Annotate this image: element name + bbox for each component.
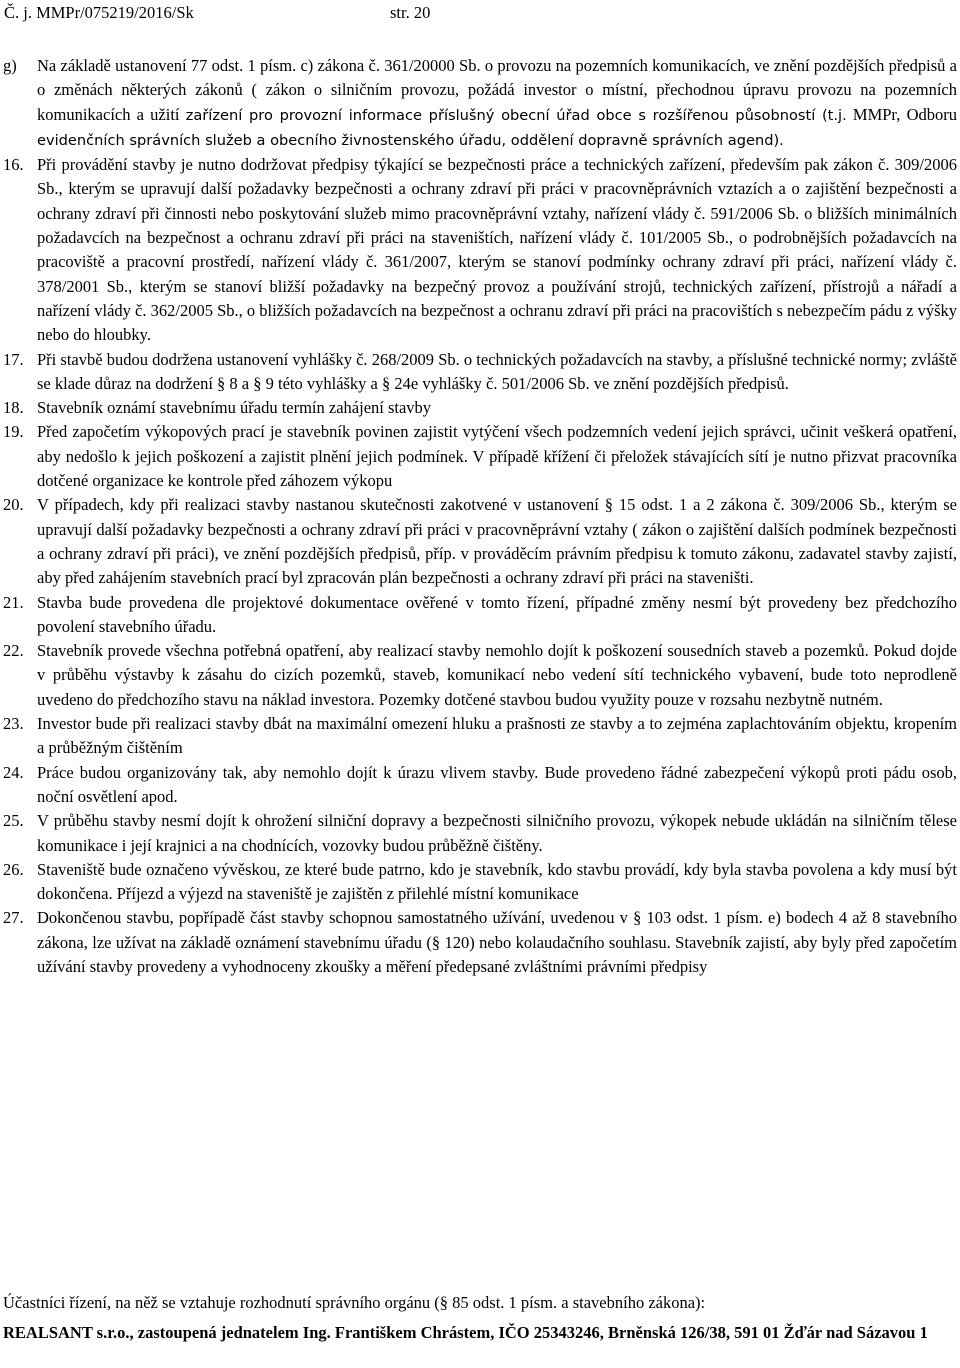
participant-company: REALSANT s.r.o., zastoupená jednatelem Ing. Františkem Chrástem, IČO 25343246, Brněnská 126/38, 591 01 Žďár nad Sázavou 1 bbox=[3, 1323, 928, 1342]
condition-number: 23. bbox=[3, 714, 24, 734]
condition-text-segment: zařízení pro provozní informace příslušný obecní úřad obce s rozšířenou působností (t.j. bbox=[185, 106, 847, 124]
condition-item bbox=[3, 420, 957, 493]
condition-text-segment: Stavba bude provedena dle projektové dokumentace ověřené v tomto řízení, případné změny nesmí být provedeny bez předchozího povolení stavebního úřadu. bbox=[37, 592, 957, 636]
condition-number: 17. bbox=[3, 349, 24, 369]
condition-text-segment: Stavebník provede všechna potřebná opatření, aby realizací stavby nemohlo dojít k poškození sousedních staveb a pozemků. Pokud dojde v průběhu výstavby k zásahu do cizích pozemků, staveb, komunikací nebo vedení sítí technického vybavení, bude toto neprodleně uvedeno do předchozího stavu na náklad investora. Pozemky dotčené stavbou budou využity pouze v rozsahu nezbytně nutném. bbox=[37, 641, 957, 709]
condition-text-segment: evidenčních správních služeb a obecního živnostenského úřadu, oddělení dopravně správních agend). bbox=[37, 131, 784, 149]
condition-text bbox=[37, 591, 957, 640]
condition-text bbox=[37, 809, 957, 858]
condition-text-segment: Stavebník oznámí stavebnímu úřadu termín zahájení stavby bbox=[37, 398, 432, 418]
page-header bbox=[4, 3, 431, 23]
condition-text bbox=[37, 906, 957, 979]
condition-item bbox=[3, 761, 957, 810]
participants-heading: Účastníci řízení, na něž se vztahuje rozhodnutí správního orgánu (§ 85 odst. 1 písm. a stavebního zákona): bbox=[3, 1293, 706, 1312]
condition-number: 27. bbox=[3, 908, 24, 928]
condition-number: 19. bbox=[3, 422, 24, 442]
condition-text bbox=[37, 493, 957, 590]
conditions-list bbox=[3, 54, 957, 979]
condition-number: 21. bbox=[3, 592, 24, 612]
condition-number: 22. bbox=[3, 641, 24, 661]
condition-text bbox=[37, 858, 957, 907]
condition-number: 18. bbox=[3, 398, 24, 418]
document-reference: Č. j. MMPr/075219/2016/Sk bbox=[4, 3, 194, 22]
condition-text bbox=[37, 348, 957, 397]
condition-text bbox=[37, 761, 957, 810]
condition-text-segment: Staveniště bude označeno vývěskou, ze které bude patrno, kdo je stavebník, kdo stavbu provádí, kdy byla stavba povolena a kdy musí být dokončena. Příjezd a výjezd na staveniště je zajištěn z přilehlé místní komunikace bbox=[37, 859, 957, 904]
condition-number: 24. bbox=[3, 762, 24, 782]
condition-text-segment: Před započetím výkopových prací je stavebník povinen zajistit vytýčení všech podzemních vedení jejich správci, učinit veškerá opatření, aby nedošlo k jejich poškození a zajistit plnění jejich podmínek. V případě křížení či přeložek stávajících sítí je nutno přizvat pracovníka dotčené organizace ke kontrole před záhozem výkopu bbox=[37, 422, 957, 491]
page-number: str. 20 bbox=[390, 3, 431, 22]
condition-item bbox=[3, 348, 957, 397]
condition-text bbox=[37, 639, 957, 712]
condition-item bbox=[3, 858, 957, 907]
condition-number: g) bbox=[3, 56, 17, 75]
condition-text-segment: Dokončenou stavbu, popřípadě část stavby schopnou samostatného užívání, uvedenou v § 103 odst. 1 písm. e) bodech 4 až 8 stavebního zákona, lze užívat na základě oznámení stavebnímu úřadu (§ 120) nebo kolaudačního souhlasu. Stavebník zajistí, aby byly před započetím užívání stavby provedeny a vyhodnoceny zkoušky a měření předepsané zvláštními právními předpisy bbox=[37, 908, 957, 976]
condition-text bbox=[37, 153, 957, 347]
condition-item bbox=[3, 153, 957, 347]
condition-item bbox=[3, 712, 957, 761]
condition-text-segment: V případech, kdy při realizaci stavby nastanou skutečnosti zakotvené v ustanovení § 15 odst. 1 a 2 zákona č. 309/2006 Sb., kterým se upravují další požadavky bezpečnosti a ochrany zdraví při práci v pracovněprávní vztahy ( zákon o zajištění dalších podmínek bezpečnosti a ochrany zdraví při práci), ve znění pozdějších předpisů, příp. v prováděcím právním předpisu k tomuto zákonu, zadavatel stavby zajistí, aby před zahájením stavebních prací byl zpracován plán bezpečnosti a ochrany zdraví při práci na staveništi. bbox=[37, 495, 957, 588]
condition-item bbox=[3, 493, 957, 590]
condition-item bbox=[3, 591, 957, 640]
condition-text-segment: Při stavbě budou dodržena ustanovení vyhlášky č. 268/2009 Sb. o technických požadavcích na stavby, a příslušné technické normy; zvláště se klade důraz na dodržení § 8 a § 9 této vyhlášky a § 24e vyhlášky č. 501/2006 Sb. ve znění pozdějších předpisů. bbox=[37, 349, 957, 393]
condition-text-segment: MMPr, Odboru bbox=[846, 104, 957, 124]
condition-item bbox=[3, 906, 957, 979]
condition-text-segment: Na základě ustanovení 77 odst. 1 písm. c) zákona č. 361/20000 Sb. o provozu na pozemních komunikacích, ve znění pozdějších předpisů a o změnách některých zákonů ( zákon o silničním provozu, požádá investor o místní, přechodnou úpravu provozu na pozemních komunikacích a užití bbox=[37, 56, 957, 124]
condition-text bbox=[37, 712, 957, 761]
condition-number: 26. bbox=[3, 859, 24, 879]
condition-text bbox=[37, 396, 957, 420]
condition-text-segment: Práce budou organizovány tak, aby nemohlo dojít k úrazu vlivem stavby. Bude provedeno řádné zabezpečení výkopů proti pádu osob, noční osvětlení apod. bbox=[37, 762, 957, 806]
condition-text-segment: Investor bude při realizaci stavby dbát na maximální omezení hluku a prašnosti ze stavby a to zejména zaplachtováním objektu, kropením a průběžným čištěním bbox=[37, 714, 957, 758]
condition-item bbox=[3, 396, 957, 420]
condition-item bbox=[3, 54, 957, 153]
condition-text bbox=[37, 420, 957, 493]
condition-text bbox=[37, 54, 957, 153]
condition-text-segment: Při provádění stavby je nutno dodržovat předpisy týkající se bezpečnosti práce a technických zařízení, především pak zákon č. 309/2006 Sb., kterým se upravují další požadavky bezpečnosti a ochrany zdraví při práci v pracovněprávních vztazích a o zajištění bezpečnosti a ochrany zdraví při činnosti nebo poskytování služeb mimo pracovněprávní vztahy, nařízení vlády č. 591/2006 Sb. o bližších minimálních požadavcích na bezpečnost a ochranu zdraví při práci na staveništích, nařízení vlády č. 101/2005 Sb., o podrobnějších požadavcích na pracoviště a pracovní prostředí, nařízení vlády č. 361/2007, kterým se stanoví podmínky ochrany zdraví při práci, nařízení vlády č. 378/2001 Sb., kterým se stanoví bližší požadavky na bezpečný provoz a používání strojů, technických zařízení, přístrojů a nářadí a nařízení vlády č. 362/2005 Sb., o bližších požadavcích na bezpečnost a ochranu zdraví při práci na pracovištích s nebezpečím pádu z výšky nebo do hloubky. bbox=[37, 155, 958, 345]
condition-item bbox=[3, 639, 957, 712]
condition-item bbox=[3, 809, 957, 858]
condition-text-segment: V průběhu stavby nesmí dojít k ohrožení silniční dopravy a bezpečnosti silničního provozu, výkopek nebude ukládán na silničním tělese komunikace i její krajnici a na chodnících, vozovky budou průběžně čištěny. bbox=[37, 811, 957, 855]
condition-number: 25. bbox=[3, 811, 24, 831]
condition-number: 16. bbox=[3, 155, 24, 175]
condition-number: 20. bbox=[3, 495, 24, 515]
